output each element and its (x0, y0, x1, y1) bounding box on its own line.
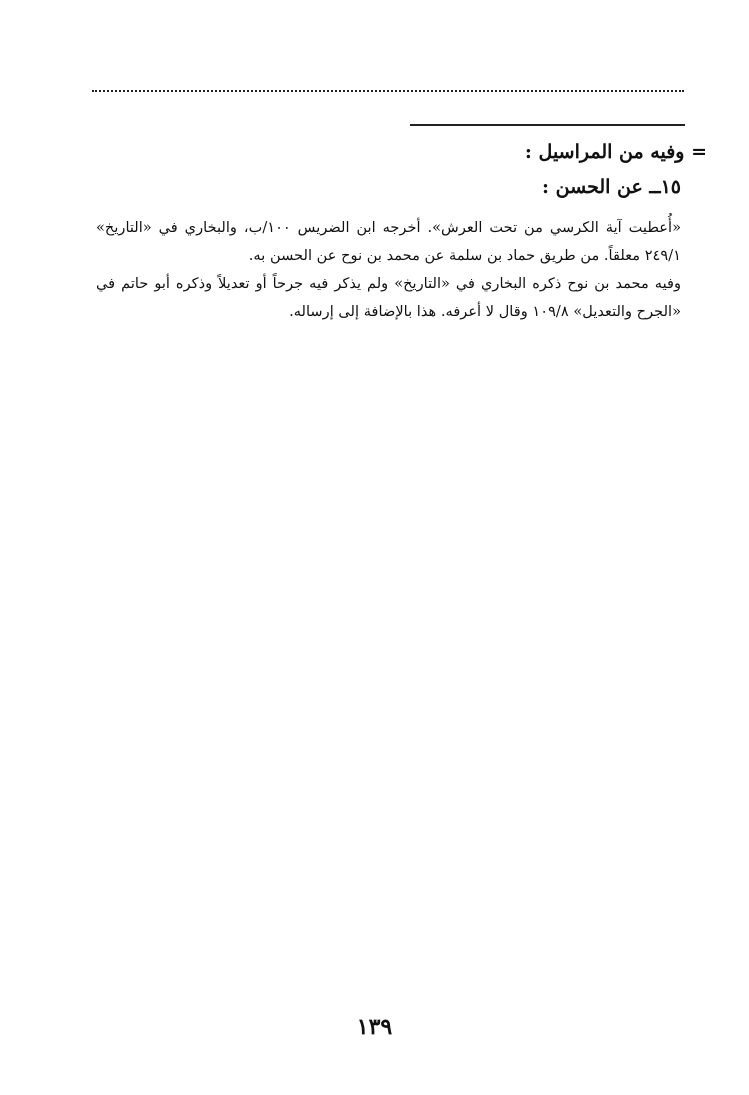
paragraph-hadith: «أُعطيت آية الكرسي من تحت العرش». أخرجه ابن الضريس ١٠٠/ب، والبخاري في «التاريخ» ٢٤٩/١ معلقاً. من طريق حماد بن سلمة عن محمد بن نوح عن الحسن به. (96, 219, 682, 264)
entry-body (96, 214, 681, 326)
footnote-rule (410, 124, 685, 126)
page-number: ١٣٩ (356, 1014, 393, 1040)
entry-heading: ١٥ــ عن الحسن : (542, 176, 681, 198)
dotted-separator (92, 90, 684, 92)
paragraph-commentary: وفيه محمد بن نوح ذكره البخاري في «التاريخ» ولم يذكر فيه جرحاً أو تعديلاً وذكره أبو حاتم في «الجرح والتعديل» ١٠٩/٨ وقال لا أعرفه. هذا بالإضافة إلى إرساله. (96, 275, 681, 320)
section-heading: = وفيه من المراسيل : (524, 141, 707, 163)
